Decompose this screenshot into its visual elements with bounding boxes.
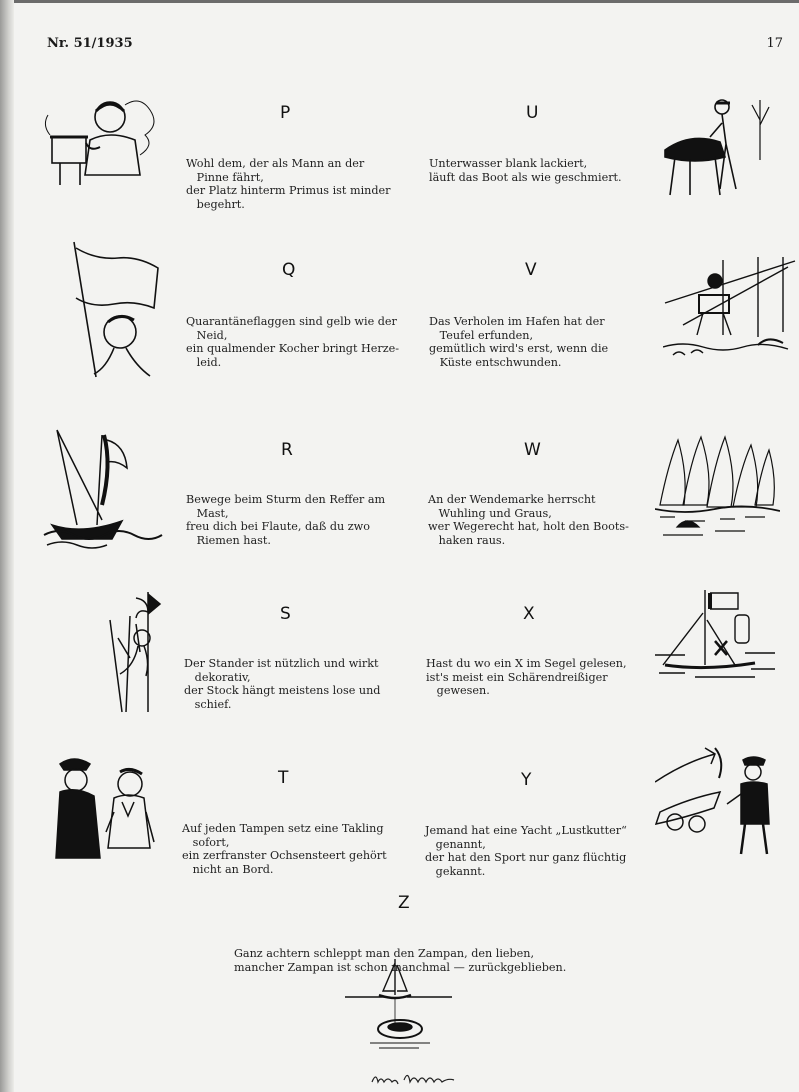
letter-y: Y xyxy=(521,770,532,790)
painter-boat-icon xyxy=(660,95,780,200)
verse-s: Der Stander ist nützlich und wirkt dekorativ, der Stock hängt meistens lose und schief. xyxy=(184,657,381,711)
letter-q: Q xyxy=(282,260,296,280)
page-number: 17 xyxy=(766,36,783,51)
verse-x: Hast du wo ein X im Segel gelesen, ist's meist ein Schärendreißiger gewesen. xyxy=(426,657,627,697)
boathook-sailor-icon xyxy=(655,742,780,860)
letter-s: S xyxy=(280,604,291,624)
verse-p: Wohl dem, der als Mann an der Pinne fährt, der Platz hinterm Primus ist minder begehrt. xyxy=(186,157,391,211)
cook-sailor-icon xyxy=(30,85,165,195)
page-top-edge xyxy=(0,0,799,3)
artist-signature xyxy=(370,1070,465,1088)
letter-t: T xyxy=(278,768,289,788)
letter-v: V xyxy=(525,260,537,280)
letter-x: X xyxy=(523,604,535,624)
regatta-sails-icon xyxy=(655,435,780,545)
letter-r: R xyxy=(281,440,293,460)
letter-z: Z xyxy=(398,893,410,913)
verse-w: An der Wendemarke herrscht Wuhling und Graus, wer Wegerecht hat, holt den Boots- haken raus. xyxy=(428,493,629,547)
storm-boat-icon xyxy=(42,425,164,550)
verse-z: Ganz achtern schleppt man den Zampan, den lieben, mancher Zampan ist schon manchmal — zurückgeblieben. xyxy=(234,947,567,974)
verse-q: Quarantäneflaggen sind gelb wie der Neid, ein qualmender Kocher bringt Herze- leid. xyxy=(186,315,400,369)
quarantine-flag-icon xyxy=(68,240,163,385)
accordion-deck-icon xyxy=(663,255,796,365)
x-sail-icon xyxy=(655,585,780,695)
verse-t: Auf jeden Tampen setz eine Takling sofort, ein zerfranster Ochsensteert gehört nicht an Bord. xyxy=(182,822,387,876)
letter-w: W xyxy=(524,440,541,460)
verse-y: Jemand hat eine Yacht „Lustkutter“ genannt, der hat den Sport nur ganz flüchtig gekannt. xyxy=(425,824,627,878)
towed-dinghy-icon xyxy=(345,955,455,1050)
flag-climber-icon xyxy=(100,590,162,715)
verse-r: Bewege beim Sturm den Reffer am Mast, freu dich bei Flaute, daß du zwo Riemen hast. xyxy=(186,493,386,547)
book-spine-shadow xyxy=(0,0,14,1092)
letter-p: P xyxy=(280,103,291,123)
verse-v: Das Verholen im Hafen hat der Teufel erfunden, gemütlich wird's erst, wenn die Küste entschwunden. xyxy=(429,315,609,369)
verse-u: Unterwasser blank lackiert, läuft das Boot als wie geschmiert. xyxy=(429,157,622,184)
issue-number: Nr. 51/1935 xyxy=(47,36,133,51)
letter-u: U xyxy=(526,103,539,123)
officer-sailor-icon xyxy=(52,752,167,862)
